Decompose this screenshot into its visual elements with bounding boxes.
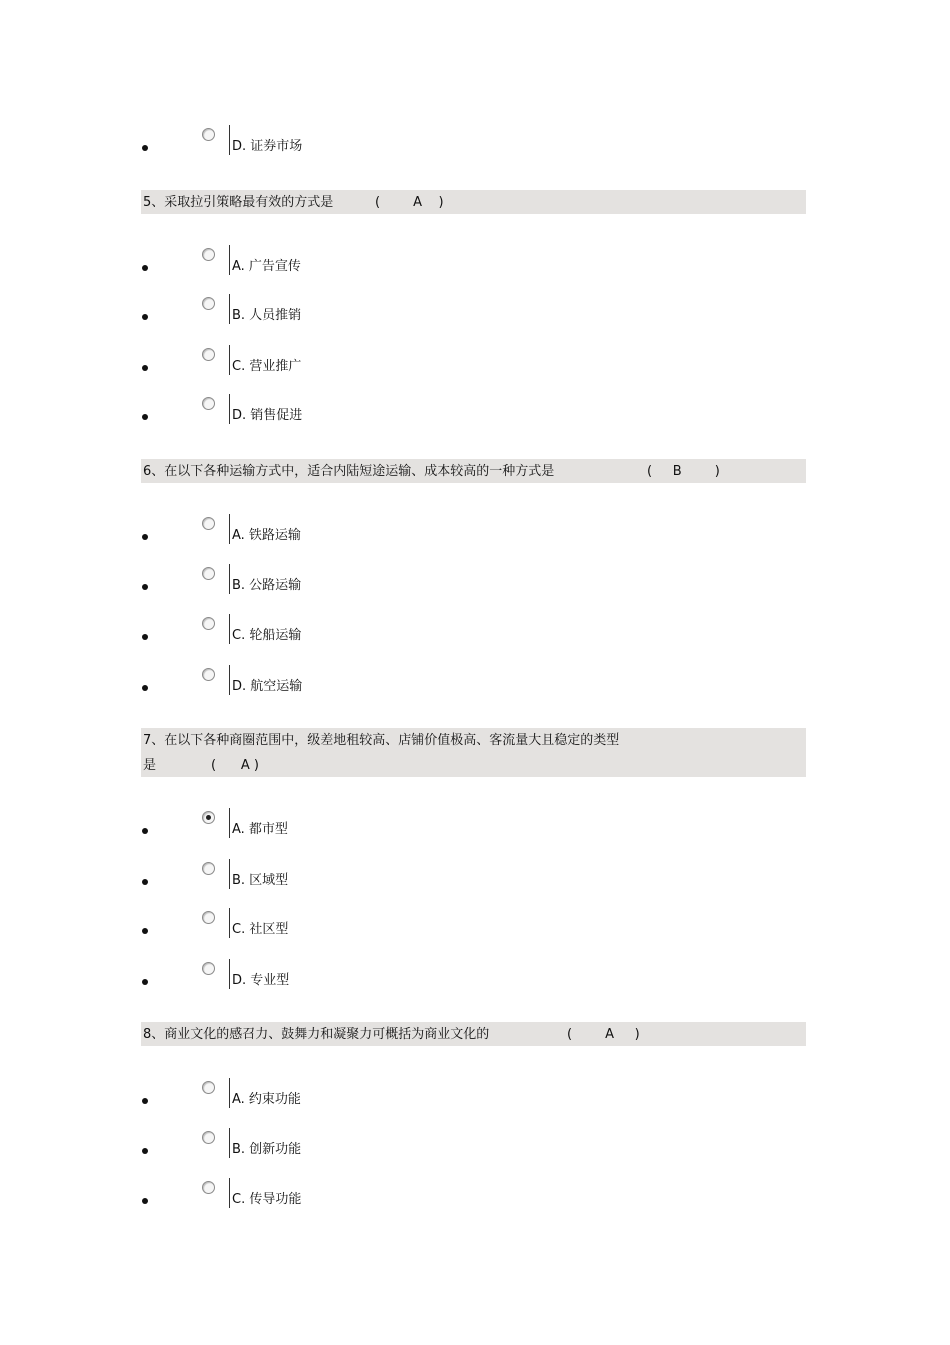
radio-button[interactable] bbox=[202, 297, 215, 310]
option-label: C. 营业推广 bbox=[232, 359, 302, 374]
option-label: D. 销售促进 bbox=[232, 408, 303, 423]
question-header-5 bbox=[141, 190, 806, 214]
option-label: A. 广告宣传 bbox=[232, 259, 301, 274]
radio-button[interactable] bbox=[202, 962, 215, 975]
option-q7-b[interactable] bbox=[0, 859, 950, 895]
radio-button[interactable] bbox=[202, 348, 215, 361]
question-header-7 bbox=[141, 728, 806, 777]
option-q7-c[interactable] bbox=[0, 908, 950, 944]
radio-button-checked[interactable] bbox=[202, 811, 215, 824]
question-text: 6、在以下各种运输方式中，适合内陆短途运输、成本较高的一种方式是 bbox=[143, 464, 555, 479]
option-label: B. 区域型 bbox=[232, 873, 289, 888]
divider bbox=[229, 345, 230, 375]
bullet-icon bbox=[142, 145, 148, 151]
divider bbox=[229, 959, 230, 989]
bullet-icon bbox=[142, 828, 148, 834]
bullet-icon bbox=[142, 365, 148, 371]
answer-key: ( B ) bbox=[647, 464, 720, 479]
radio-button[interactable] bbox=[202, 128, 215, 141]
bullet-icon bbox=[142, 584, 148, 590]
option-q8-b[interactable] bbox=[0, 1128, 950, 1164]
bullet-icon bbox=[142, 685, 148, 691]
option-label: A. 铁路运输 bbox=[232, 528, 301, 543]
bullet-icon bbox=[142, 1148, 148, 1154]
radio-button[interactable] bbox=[202, 1181, 215, 1194]
question-text-line2: 是 bbox=[143, 758, 157, 773]
option-q5-b[interactable] bbox=[0, 294, 950, 330]
bullet-icon bbox=[142, 979, 148, 985]
radio-button[interactable] bbox=[202, 397, 215, 410]
question-header-8 bbox=[141, 1022, 806, 1046]
option-q6-c[interactable] bbox=[0, 614, 950, 650]
divider bbox=[229, 125, 230, 155]
option-q5-d[interactable] bbox=[0, 394, 950, 430]
divider bbox=[229, 614, 230, 644]
divider bbox=[229, 294, 230, 324]
question-text: 7、在以下各种商圈范围中，级差地租较高、店铺价值极高、客流量大且稳定的类型 bbox=[143, 733, 620, 748]
radio-button[interactable] bbox=[202, 567, 215, 580]
option-label: B. 人员推销 bbox=[232, 308, 302, 323]
divider bbox=[229, 564, 230, 594]
option-label: B. 公路运输 bbox=[232, 578, 302, 593]
radio-button[interactable] bbox=[202, 517, 215, 530]
bullet-icon bbox=[142, 1198, 148, 1204]
question-text: 5、采取拉引策略最有效的方式是 bbox=[143, 195, 334, 210]
bullet-icon bbox=[142, 1098, 148, 1104]
divider bbox=[229, 808, 230, 838]
divider bbox=[229, 1128, 230, 1158]
option-q6-d[interactable] bbox=[0, 665, 950, 701]
question-text: 8、商业文化的感召力、鼓舞力和凝聚力可概括为商业文化的 bbox=[143, 1027, 490, 1042]
option-q5-c[interactable] bbox=[0, 345, 950, 381]
answer-key: ( A ) bbox=[211, 758, 259, 773]
radio-button[interactable] bbox=[202, 1081, 215, 1094]
bullet-icon bbox=[142, 928, 148, 934]
option-label: A. 约束功能 bbox=[232, 1092, 301, 1107]
answer-key: ( A ) bbox=[375, 195, 444, 210]
divider bbox=[229, 1178, 230, 1208]
option-label: C. 社区型 bbox=[232, 922, 289, 937]
option-q4-d[interactable] bbox=[0, 125, 950, 161]
option-q8-c[interactable] bbox=[0, 1178, 950, 1214]
divider bbox=[229, 1078, 230, 1108]
bullet-icon bbox=[142, 634, 148, 640]
divider bbox=[229, 514, 230, 544]
bullet-icon bbox=[142, 265, 148, 271]
option-label: D. 专业型 bbox=[232, 973, 290, 988]
option-label: C. 轮船运输 bbox=[232, 628, 302, 643]
divider bbox=[229, 394, 230, 424]
option-label: A. 都市型 bbox=[232, 822, 288, 837]
option-q5-a[interactable] bbox=[0, 245, 950, 281]
radio-button[interactable] bbox=[202, 1131, 215, 1144]
option-q7-a[interactable] bbox=[0, 808, 950, 844]
radio-button[interactable] bbox=[202, 248, 215, 261]
bullet-icon bbox=[142, 314, 148, 320]
option-label: D. 证券市场 bbox=[232, 139, 303, 154]
radio-button[interactable] bbox=[202, 617, 215, 630]
option-label: C. 传导功能 bbox=[232, 1192, 302, 1207]
option-label: D. 航空运输 bbox=[232, 679, 303, 694]
answer-key: ( A ) bbox=[567, 1027, 640, 1042]
question-header-6 bbox=[141, 459, 806, 483]
divider bbox=[229, 859, 230, 889]
option-q6-b[interactable] bbox=[0, 564, 950, 600]
divider bbox=[229, 908, 230, 938]
option-label: B. 创新功能 bbox=[232, 1142, 302, 1157]
bullet-icon bbox=[142, 534, 148, 540]
bullet-icon bbox=[142, 414, 148, 420]
radio-button[interactable] bbox=[202, 911, 215, 924]
option-q7-d[interactable] bbox=[0, 959, 950, 995]
divider bbox=[229, 245, 230, 275]
option-q6-a[interactable] bbox=[0, 514, 950, 550]
divider bbox=[229, 665, 230, 695]
radio-button[interactable] bbox=[202, 668, 215, 681]
radio-button[interactable] bbox=[202, 862, 215, 875]
bullet-icon bbox=[142, 879, 148, 885]
option-q8-a[interactable] bbox=[0, 1078, 950, 1114]
